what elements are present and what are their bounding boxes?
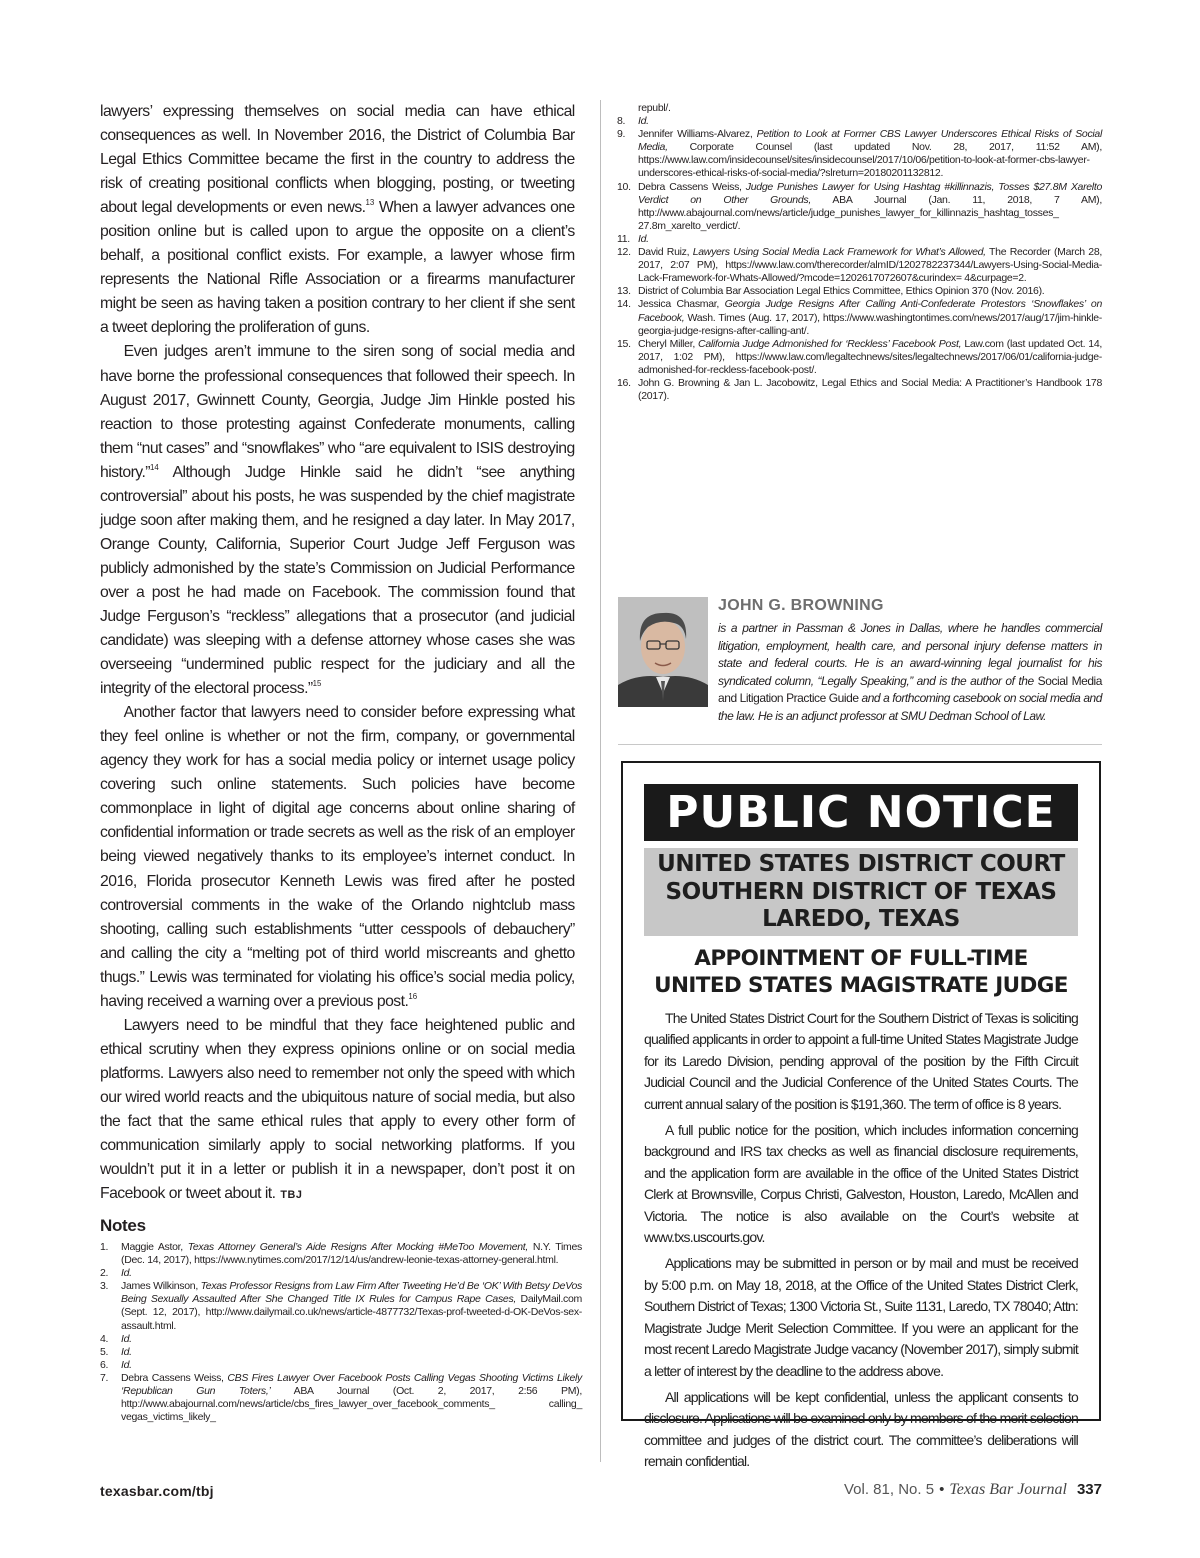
column-divider [600, 100, 601, 1462]
note-item [617, 285, 1102, 298]
note-text: John G. Browning & Jan L. Jacobowitz, Legal Ethics and Social Media: A Practitioner’s Handbook 178 (2017). [638, 376, 1102, 403]
note-item [617, 377, 1102, 403]
footnote-ref[interactable]: 14 [150, 462, 159, 472]
section-divider [618, 744, 1102, 745]
note-text: Id. [638, 115, 649, 128]
note-number: 6. [100, 1358, 109, 1371]
note-text: Debra Cassens Weiss, Judge Punishes Lawyer for Using Hashtag #killinnazis, Tosses $27.8M Xarelto Verdict on Other Grounds, ABA Journal (Jan. 11, 2018, 7 AM), http://www.abajournal.com/news/article/judge_punishes_lawyer_for_killinnazis_hashtag_tosses_ 27.8m_xarelto_verdict/. [638, 180, 1102, 232]
footnote-ref[interactable]: 16 [408, 991, 418, 1001]
note-item [100, 1267, 582, 1280]
note-text: James Wilkinson, Texas Professor Resigns from Law Firm After Tweeting He’d Be ‘OK’ With Betsy DeVos Being Sexually Assaulted After She Changed Title IX Rules for Campus Rape Cases, DailyMail.com (Sept. 12, 2017), http://www.dailymail.co.uk/news/article-4877732/Texas-prof-tweeted-d-OK-DeVos-sex-assault.html. [121, 1280, 583, 1332]
footer-journal: Texas Bar Journal [949, 1481, 1067, 1498]
note-number: 4. [100, 1332, 109, 1345]
note-item [100, 1372, 582, 1424]
notice-body [644, 1008, 1078, 1478]
note-number: 11. [617, 232, 630, 245]
note-number: 14. [617, 298, 631, 311]
notes-list-right [617, 102, 1102, 403]
note-number: 16. [617, 376, 631, 389]
note-item [100, 1280, 582, 1332]
note-item [100, 1346, 582, 1359]
note-item [617, 233, 1102, 246]
appointment-heading: APPOINTMENT OF FULL-TIME UNITED STATES MAGISTRATE JUDGE [654, 946, 1068, 998]
note-item [617, 181, 1102, 233]
notice-banner: PUBLIC NOTICE [644, 784, 1078, 841]
article-body [100, 100, 575, 1207]
court-heading: UNITED STATES DISTRICT COURT SOUTHERN DISTRICT OF TEXAS LAREDO, TEXAS [644, 848, 1078, 936]
article-paragraph-1: lawyers’ expressing themselves on social media can have ethical consequences as well. In November 2016, the District of Columbia Bar Legal Ethics Committee became the first in the country to address the risk of creating positional conflicts when blogging, posting, or tweeting about legal developments or even news.$^{13}$ When a lawyer advances one position online but is called upon to argue the opposite on a client’s behalf, a positional conflict exists. For example, a lawyer whose firm represents the National Rifle Association or a firearms manufacturer might be seen as having taken a position contrary to her client if she sent a tweet deploring the proliferation of guns. [100, 103, 575, 337]
note-item [617, 338, 1102, 377]
note-number: 9. [617, 128, 626, 141]
note-text: Id. [121, 1332, 132, 1345]
notice-paragraph: All applications will be kept confidential, unless the applicant consents to disclosure. Applications will be examined only by members of the merit selection committee and judges of the district court. The committee’s deliberations will remain confidential. [644, 1388, 1078, 1470]
note-number: 8. [617, 115, 626, 128]
note-continuation: republ/. [638, 102, 671, 114]
notes-heading: Notes [100, 1216, 146, 1235]
footer-volume: Vol. 81, No. 5 [844, 1481, 935, 1498]
author-bio-text: is a partner in Passman & Jones in Dallas, where he handles commercial litigation, employment, health care, and personal injury defense matters in state and federal courts. He is an award-winning legal journalist for his syndicated column, “Legally Speaking,” and is the author of the Social Media and Litigation Practice Guide and a forthcoming casebook on social media and the law. He is an adjunct professor at SMU Dedman School of Law. [718, 621, 1102, 723]
note-number: 15. [617, 337, 631, 350]
note-number: 7. [100, 1371, 109, 1384]
note-text: Debra Cassens Weiss, CBS Fires Lawyer Over Facebook Posts Calling Vegas Shooting Victims Likely ‘Republican Gun Toters,’ ABA Journal (Oct. 2, 2017, 2:56 PM), http://www.abajournal.com/news/article/cbs_fires_lawyer_over_facebook_comments_ calling_ vegas_victims_likely_ [121, 1371, 582, 1424]
note-text: Jennifer Williams-Alvarez, Petition to Look at Former CBS Lawyer Underscores Ethical Risks of Social Media, Corporate Counsel (last updated Nov. 28, 2017, 11:52 AM), https://www.law.com/insidecounsel/sites/insidecounsel/2017/10/06/petition-to-look-at-former-cbs-lawyer-underscores-ethical-risks-of-social-media/?slreturn=20180201132812. [638, 128, 1103, 180]
note-item [617, 128, 1102, 180]
note-text: District of Columbia Bar Association Legal Ethics Committee, Ethics Opinion 370 (Nov. 2016). [638, 285, 1045, 298]
notice-paragraph: The United States District Court for the Southern District of Texas is soliciting qualified applicants in order to appoint a full-time United States Magistrate Judge for its Laredo Division, pending approval of the position by the Fifth Circuit Judicial Council and the Judicial Conference of the United States Courts. The current annual salary of the position is $191,360. The term of office is 8 years. [644, 1010, 1078, 1112]
footer-issue: Vol. 81, No. 5 • Texas Bar Journal 337 [844, 1481, 1102, 1498]
note-number: 13. [617, 285, 631, 298]
author-name: JOHN G. BROWNING [718, 597, 884, 614]
note-number: 2. [100, 1267, 109, 1280]
notice-paragraph: Applications may be submitted in person or by mail and must be received by 5:00 p.m. on May 18, 2018, at the Office of the United States District Clerk, Southern District of Texas; 1300 Victoria St., Suite 1131, Laredo, TX 78040; Attn: Magistrate Judge Merit Selection Committee. If you were an applicant for the most recent Laredo Magistrate Judge vacancy (November 2017), simply submit a letter of interest by the deadline to the address above. [644, 1255, 1078, 1379]
note-item [617, 298, 1102, 337]
note-number: 3. [100, 1280, 109, 1293]
note-number: 5. [100, 1345, 109, 1358]
note-text: Id. [638, 232, 649, 245]
note-number: 10. [617, 180, 631, 193]
article-paragraph-3: Another factor that lawyers need to consider before expressing what they feel online is whether or not the firm, company, or governmental agency they work for has a social media policy or internet usage policy covering such online statements. Such policies have become commonplace in light of digital age concerns about online sharing of confidential information or trade secrets as well as the risk of an employer being viewed negatively thanks to its employee’s internet conduct. In 2016, Florida prosecutor Kenneth Lewis was fired after he posted controversial comments in the wake of the Orlando nightclub mass shooting, calling such establishments “utter cesspools of debauchery” and calling the city a “melting pot of third world miscreants and ghetto thugs.” Lewis was terminated for violating his office’s social media policy, having received a warning over a previous post.$^{16}$ [100, 704, 575, 1010]
note-item [617, 115, 1102, 128]
article-paragraph-4: Lawyers need to be mindful that they face heightened public and ethical scrutiny when they express opinions online or on social media platforms. Lawyers also need to remember not only the speed with which our wired world reacts and the ubiquitous nature of social media, but also the fact that the same ethical rules that apply to every other form of communication similarly apply to social networking platforms. If you wouldn’t put it in a letter or publish it in a newspaper, don’t post it on Facebook or tweet about it. TBJ [100, 1016, 575, 1203]
note-text: Id. [121, 1345, 132, 1358]
note-text: Id. [121, 1358, 132, 1371]
note-item [100, 1359, 582, 1372]
public-notice [621, 761, 1101, 1470]
footnote-ref[interactable]: 15 [312, 679, 322, 689]
note-item [617, 246, 1102, 285]
note-item [100, 1241, 582, 1267]
footer-site-link[interactable]: texasbar.com/tbj [100, 1483, 214, 1499]
end-mark: TBJ [280, 1189, 303, 1202]
note-text: Id. [121, 1267, 132, 1280]
footnote-ref[interactable]: 13 [365, 198, 375, 208]
note-number: 12. [617, 246, 631, 259]
article-paragraph-2: Even judges aren’t immune to the siren song of social media and have borne the professional consequences that followed their speech. In August 2017, Gwinnett County, Georgia, Judge Jim Hinkle posted his reaction to those protesting against Confederate monuments, calling them “nut cases” and “snowflakes” who “are equivalent to ISIS destroying history.”$^{14}$ Although Judge Hinkle said he didn’t “see anything controversial” about his posts, he was suspended by the chief magistrate judge soon after making them, and he resigned a day later. In May 2017, Orange County, California, Superior Court Judge Jeff Ferguson was publicly admonished by the state’s Commission on Judicial Performance over a post he had made on Facebook. The commission found that Judge Ferguson’s “reckless” allegations that a prosecutor (and judicial candidate) was sleeping with a defense attorney whose cases she was overseeing “undermined public respect for the judiciary and all the integrity of the electoral process.”$^{15}$ [100, 343, 575, 698]
notice-paragraph: A full public notice for the position, which includes information concerning background and IRS tax checks as well as financial disclosure requirements, and the application form are available in the office of the United States District Clerk at Brownsville, Corpus Christi, Galveston, Houston, Laredo, McAllen and Victoria. The notice is also available on the Court’s website at www.txs.uscourts.gov. [644, 1122, 1078, 1246]
note-text: David Ruiz, Lawyers Using Social Media Lack Framework for What’s Allowed, The Recorder (March 28, 2017, 2:07 PM), https://www.law.com/therecorder/almID/1202782237344/Lawyers-Using-Social-Media-Lack-Framework-for-Whats-Allowed/?mcode=1202617072607&curindex= 4&curpage=2. [638, 246, 1102, 285]
page-number: 337 [1076, 1481, 1102, 1498]
note-text: Maggie Astor, Texas Attorney General’s Aide Resigns After Mocking #MeToo Movement, N.Y. Times (Dec. 14, 2017), https://www.nytimes.com/2017/12/14/us/andrew-leonie-texas-attorney-general.html. [121, 1241, 582, 1267]
note-text: Cheryl Miller, California Judge Admonished for ‘Reckless’ Facebook Post, Law.com (last updated Oct. 14, 2017, 1:02 PM), https://www.law.com/legaltechnews/sites/legaltechnews/2017/06/01/california-judge-admonished-for-reckless-facebook-post/. [638, 337, 1102, 376]
notes-list-left [100, 1241, 582, 1424]
note-text: Jessica Chasmar, Georgia Judge Resigns After Calling Anti-Confederate Protestors ‘Snowflakes’ on Facebook, Wash. Times (Aug. 17, 2017), https://www.washingtontimes.com/news/2017/aug/17/jim-hinkle-georgia-judge-resigns-after-calling-ant/. [638, 298, 1102, 337]
note-item [100, 1333, 582, 1346]
note-number: 1. [100, 1241, 109, 1253]
